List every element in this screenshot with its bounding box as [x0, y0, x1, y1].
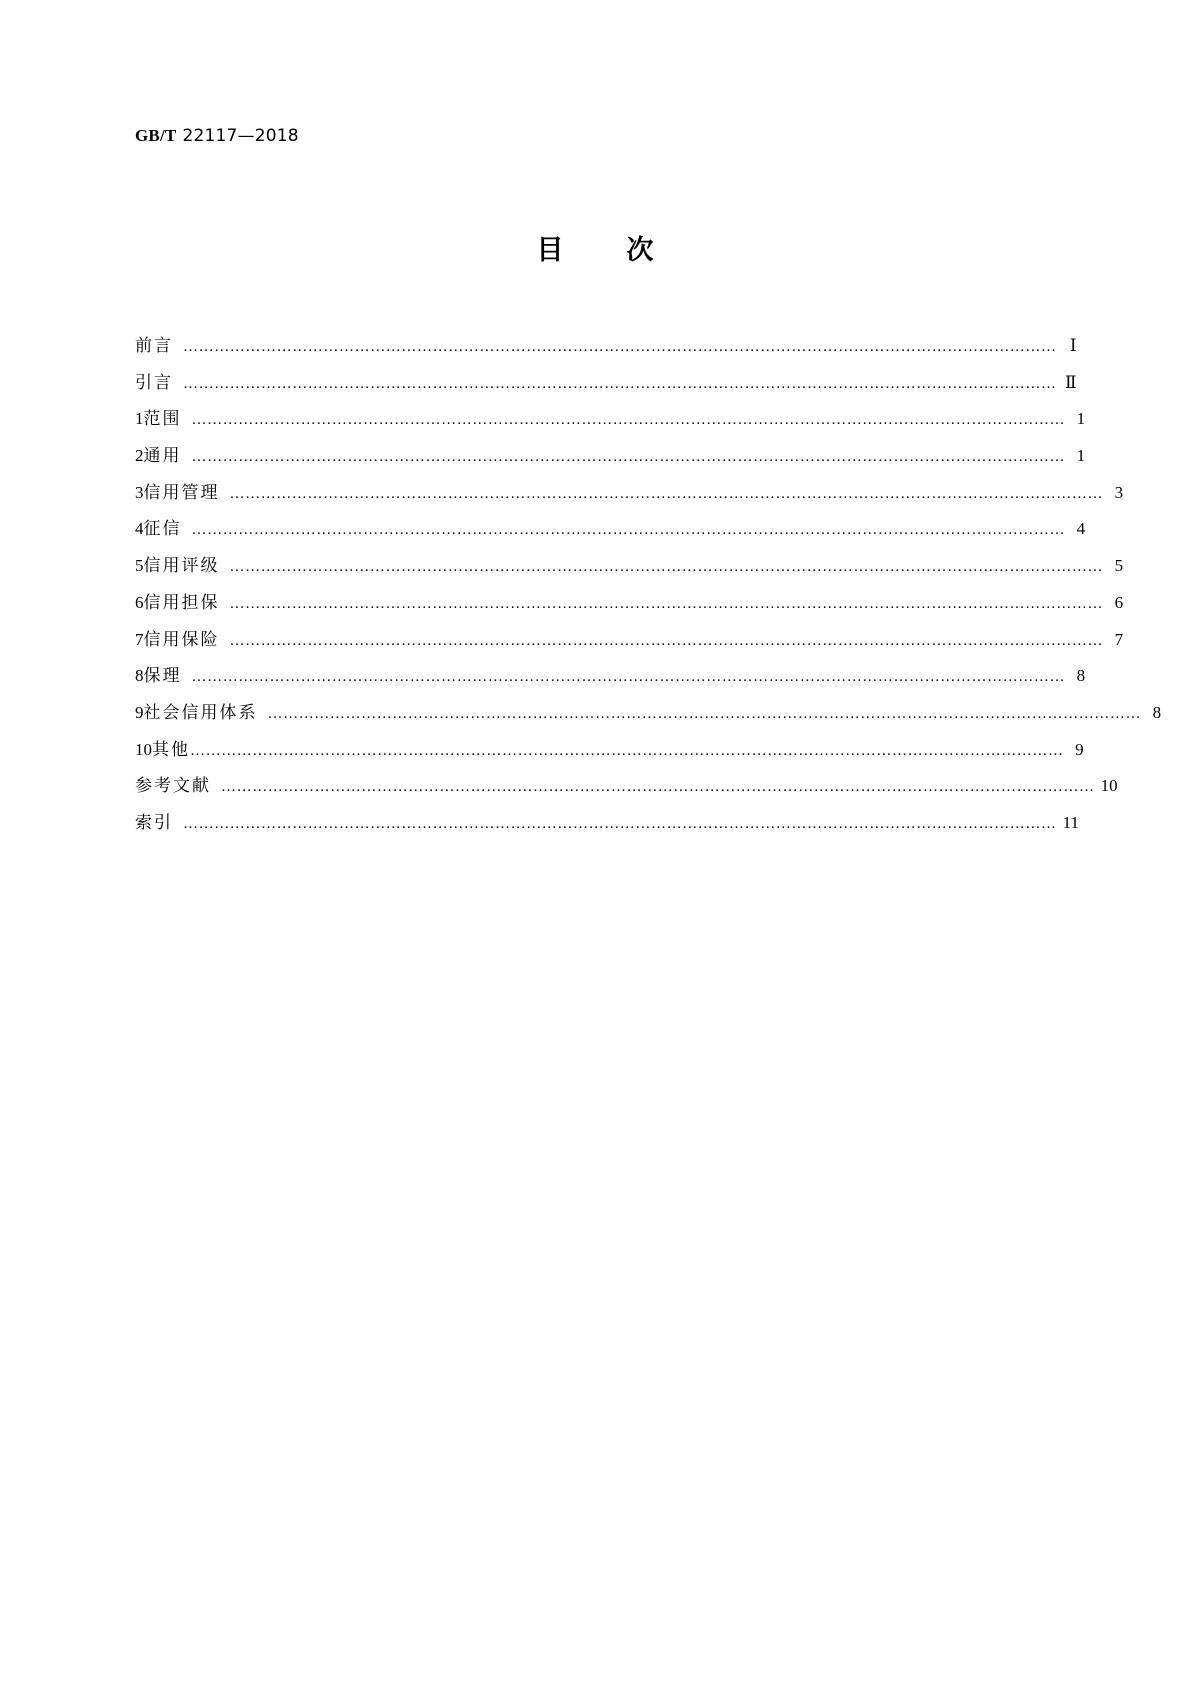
toc-entry-label: 前言 [135, 336, 173, 356]
toc-entry-label: 社会信用体系 [143, 702, 258, 723]
toc-entry-2[interactable] [135, 438, 1086, 475]
toc-entry-index[interactable] [135, 805, 1079, 842]
toc-entry-9[interactable] [135, 695, 1162, 732]
toc-dot-leader: …………………………………………………………………………………………………………………………………………………… [229, 485, 1104, 502]
toc-entry-4[interactable] [135, 511, 1086, 548]
toc-entry-number: 2 [135, 446, 144, 466]
toc-dot-leader: …………………………………………………………………………………………………………………………………………………… [229, 632, 1104, 649]
toc-entry-10[interactable] [135, 732, 1084, 769]
toc-entry-3[interactable] [135, 475, 1124, 512]
standard-code-prefix: GB/T [135, 126, 177, 145]
toc-entry-label: 参考文献 [135, 776, 211, 797]
toc-page-number: 7 [1114, 629, 1124, 649]
toc-entry-6[interactable] [135, 585, 1124, 622]
toc-entry-1[interactable] [135, 401, 1086, 438]
toc-page-number: Ⅰ [1069, 336, 1077, 355]
toc-page-number: 5 [1114, 556, 1124, 576]
toc-page-number: 1 [1076, 409, 1086, 429]
toc-entry-bibliography[interactable] [135, 768, 1118, 805]
toc-entry-label: 引言 [135, 372, 173, 393]
page-title-char-1: 目 [536, 235, 565, 266]
toc-entry-number: 9 [135, 702, 144, 722]
toc-dot-leader: …………………………………………………………………………………………………………………………………………………… [183, 815, 1057, 832]
toc-dot-leader: …………………………………………………………………………………………………………………………………………………… [183, 339, 1057, 355]
toc-entry-number: 6 [135, 592, 144, 612]
toc-page-number: 10 [1100, 776, 1118, 796]
toc-page-number: 3 [1114, 482, 1124, 502]
toc-entry-5[interactable] [135, 548, 1124, 585]
toc-entry-label: 信用担保 [143, 592, 220, 613]
toc-entry-foreword[interactable] [135, 328, 1077, 365]
toc-entry-8[interactable] [135, 658, 1086, 695]
page-title [0, 228, 1191, 267]
toc-dot-leader: …………………………………………………………………………………………………………………………………………………… [191, 669, 1066, 686]
toc-page-number: 1 [1076, 446, 1086, 466]
toc-page-number: 6 [1114, 592, 1124, 612]
toc-dot-leader: …………………………………………………………………………………………………………………………………………………… [190, 742, 1064, 759]
toc-dot-leader: …………………………………………………………………………………………………………………………………………………… [229, 559, 1104, 576]
toc-entry-label: 索引 [135, 812, 173, 833]
toc-entry-label: 其他 [152, 739, 190, 760]
toc-entry-label: 保理 [143, 666, 182, 687]
toc-entry-7[interactable] [135, 622, 1124, 659]
toc-entry-label: 征信 [143, 519, 182, 540]
page-title-char-2: 次 [626, 235, 655, 266]
toc-dot-leader: …………………………………………………………………………………………………………………………………………………… [183, 375, 1057, 392]
toc-page-number: Ⅱ [1065, 372, 1077, 392]
standard-code [135, 126, 299, 146]
table-of-contents [135, 328, 1162, 842]
toc-dot-leader: …………………………………………………………………………………………………………………………………………………… [221, 779, 1095, 796]
toc-dot-leader: …………………………………………………………………………………………………………………………………………………… [191, 449, 1066, 466]
toc-entry-label: 信用保险 [143, 629, 220, 650]
toc-entry-number: 8 [135, 666, 144, 686]
toc-entry-label: 通用 [143, 446, 182, 467]
toc-entry-label: 范围 [143, 409, 182, 430]
toc-entry-introduction[interactable] [135, 365, 1077, 402]
toc-page-number: 8 [1152, 702, 1162, 722]
toc-page-number: 4 [1076, 519, 1086, 539]
standard-code-number: 22117—2018 [182, 126, 299, 146]
toc-page-number: 8 [1076, 666, 1086, 686]
toc-dot-leader: …………………………………………………………………………………………………………………………………………………… [191, 412, 1066, 429]
toc-page-number: 11 [1062, 812, 1079, 832]
toc-entry-number: 1 [135, 409, 144, 429]
toc-entry-number: 7 [135, 629, 144, 649]
toc-entry-number: 4 [135, 519, 144, 539]
toc-dot-leader: …………………………………………………………………………………………………………………………………………………… [267, 705, 1142, 722]
toc-entry-number: 3 [135, 482, 144, 502]
toc-entry-number: 5 [135, 556, 144, 576]
toc-entry-label: 信用评级 [143, 556, 220, 577]
toc-dot-leader: …………………………………………………………………………………………………………………………………………………… [191, 522, 1066, 539]
toc-page-number: 9 [1075, 739, 1084, 759]
toc-entry-label: 信用管理 [143, 482, 220, 503]
toc-dot-leader: …………………………………………………………………………………………………………………………………………………… [229, 595, 1104, 612]
toc-entry-number: 10 [135, 739, 152, 759]
